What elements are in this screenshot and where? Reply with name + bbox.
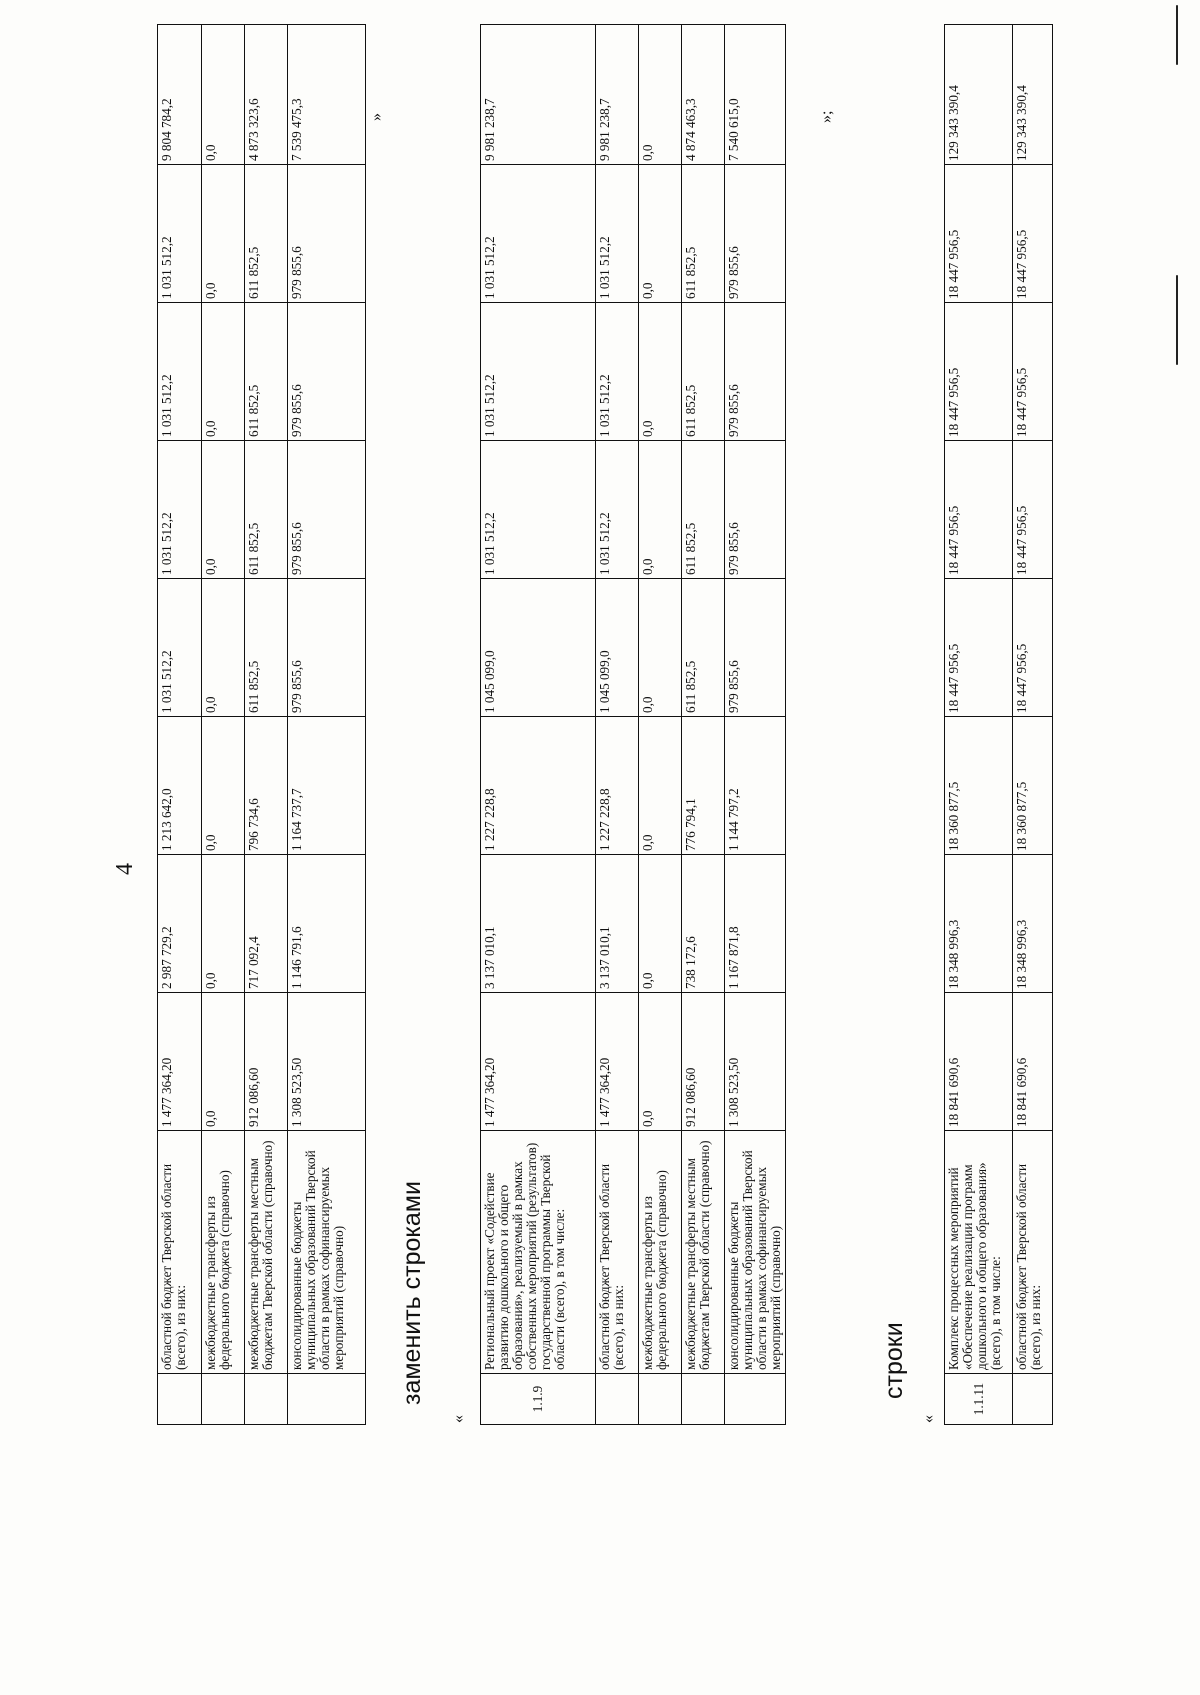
value-cell: 912 086,60 bbox=[682, 993, 725, 1131]
value-cell: 0,0 bbox=[202, 855, 245, 993]
value-cell: 1 227 228,8 bbox=[596, 717, 639, 855]
row-name: консолидированные бюджеты муниципальных образований Тверской области в рамках софинансируемых мероприятий (справочно) bbox=[288, 1131, 366, 1374]
instruction-replace-heading: заменить строками bbox=[398, 1181, 426, 1405]
value-cell: 18 447 956,5 bbox=[945, 165, 1013, 303]
value-cell: 1 031 512,2 bbox=[481, 303, 596, 441]
value-cell: 7 539 475,3 bbox=[288, 25, 366, 165]
value-cell: 0,0 bbox=[202, 25, 245, 165]
value-cell: 912 086,60 bbox=[245, 993, 288, 1131]
value-cell: 18 447 956,5 bbox=[1013, 579, 1053, 717]
row-code bbox=[596, 1374, 639, 1425]
value-cell: 1 213 642,0 bbox=[158, 717, 202, 855]
table-row bbox=[288, 25, 366, 1425]
page-number: 4 bbox=[112, 863, 138, 875]
value-cell: 9 804 784,2 bbox=[158, 25, 202, 165]
instruction-rows-heading: строки bbox=[880, 1322, 908, 1399]
row-name: областной бюджет Тверской области (всего), из них: bbox=[1013, 1131, 1053, 1374]
value-cell: 18 348 996,3 bbox=[1013, 855, 1053, 993]
table-row bbox=[202, 25, 245, 1425]
value-cell: 1 031 512,2 bbox=[596, 303, 639, 441]
value-cell: 1 477 364,20 bbox=[481, 993, 596, 1131]
value-cell: 18 360 877,5 bbox=[1013, 717, 1053, 855]
table-body bbox=[158, 25, 366, 1425]
value-cell: 979 855,6 bbox=[725, 441, 786, 579]
value-cell: 0,0 bbox=[202, 441, 245, 579]
value-cell: 611 852,5 bbox=[245, 165, 288, 303]
value-cell: 1 164 737,7 bbox=[288, 717, 366, 855]
value-cell: 1 477 364,20 bbox=[596, 993, 639, 1131]
value-cell: 611 852,5 bbox=[245, 303, 288, 441]
row-code bbox=[158, 1374, 202, 1425]
row-code bbox=[725, 1374, 786, 1425]
value-cell: 4 874 463,3 bbox=[682, 25, 725, 165]
row-code bbox=[245, 1374, 288, 1425]
value-cell: 129 343 390,4 bbox=[1013, 25, 1053, 165]
value-cell: 1 031 512,2 bbox=[158, 303, 202, 441]
value-cell: 0,0 bbox=[639, 441, 682, 579]
value-cell: 1 308 523,50 bbox=[725, 993, 786, 1131]
closing-quote: » bbox=[368, 113, 385, 121]
value-cell: 0,0 bbox=[202, 579, 245, 717]
row-name: областной бюджет Тверской области (всего), из них: bbox=[158, 1131, 202, 1374]
value-cell: 18 841 690,6 bbox=[945, 993, 1013, 1131]
value-cell: 611 852,5 bbox=[682, 303, 725, 441]
value-cell: 1 031 512,2 bbox=[158, 441, 202, 579]
value-cell: 0,0 bbox=[639, 303, 682, 441]
table-row bbox=[596, 25, 639, 1425]
scan-mark bbox=[1176, 5, 1178, 65]
value-cell: 1 167 871,8 bbox=[725, 855, 786, 993]
scan-mark bbox=[1176, 275, 1178, 365]
row-name: межбюджетные трансферты из федерального бюджета (справочно) bbox=[639, 1131, 682, 1374]
value-cell: 0,0 bbox=[639, 579, 682, 717]
row-code bbox=[682, 1374, 725, 1425]
value-cell: 611 852,5 bbox=[682, 579, 725, 717]
value-cell: 129 343 390,4 bbox=[945, 25, 1013, 165]
table-row bbox=[245, 25, 288, 1425]
value-cell: 18 447 956,5 bbox=[945, 579, 1013, 717]
value-cell: 0,0 bbox=[202, 717, 245, 855]
opening-quote: « bbox=[450, 1415, 467, 1423]
value-cell: 796 734,6 bbox=[245, 717, 288, 855]
budget-table-replacement bbox=[480, 24, 786, 1425]
value-cell: 1 146 791,6 bbox=[288, 855, 366, 993]
value-cell: 611 852,5 bbox=[245, 441, 288, 579]
value-cell: 1 031 512,2 bbox=[596, 165, 639, 303]
value-cell: 0,0 bbox=[639, 165, 682, 303]
value-cell: 1 031 512,2 bbox=[596, 441, 639, 579]
value-cell: 979 855,6 bbox=[725, 165, 786, 303]
value-cell: 18 447 956,5 bbox=[945, 441, 1013, 579]
budget-table-continued bbox=[157, 24, 366, 1425]
value-cell: 1 031 512,2 bbox=[481, 441, 596, 579]
row-code bbox=[639, 1374, 682, 1425]
value-cell: 9 981 238,7 bbox=[596, 25, 639, 165]
row-name: Комплекс процессных мероприятий «Обеспечение реализации программ дошкольного и общего образования» (всего), в том числе: bbox=[945, 1131, 1013, 1374]
row-name: межбюджетные трансферты местным бюджетам Тверской области (справочно) bbox=[245, 1131, 288, 1374]
value-cell: 776 794,1 bbox=[682, 717, 725, 855]
row-name: областной бюджет Тверской области (всего), из них: bbox=[596, 1131, 639, 1374]
table-row bbox=[725, 25, 786, 1425]
value-cell: 4 873 323,6 bbox=[245, 25, 288, 165]
table-row bbox=[682, 25, 725, 1425]
value-cell: 1 031 512,2 bbox=[481, 165, 596, 303]
row-code bbox=[202, 1374, 245, 1425]
row-code bbox=[288, 1374, 366, 1425]
value-cell: 1 144 797,2 bbox=[725, 717, 786, 855]
value-cell: 0,0 bbox=[202, 303, 245, 441]
value-cell: 1 031 512,2 bbox=[158, 165, 202, 303]
value-cell: 1 045 099,0 bbox=[481, 579, 596, 717]
table-row bbox=[639, 25, 682, 1425]
row-name: межбюджетные трансферты из федерального бюджета (справочно) bbox=[202, 1131, 245, 1374]
value-cell: 18 841 690,6 bbox=[1013, 993, 1053, 1131]
value-cell: 0,0 bbox=[639, 993, 682, 1131]
value-cell: 0,0 bbox=[202, 165, 245, 303]
value-cell: 0,0 bbox=[202, 993, 245, 1131]
table-row bbox=[481, 25, 596, 1425]
table-row bbox=[1013, 25, 1053, 1425]
row-name: консолидированные бюджеты муниципальных образований Тверской области в рамках софинансируемых мероприятий (справочно) bbox=[725, 1131, 786, 1374]
value-cell: 979 855,6 bbox=[725, 579, 786, 717]
table-row bbox=[945, 25, 1013, 1425]
budget-table-target-rows bbox=[944, 24, 1053, 1425]
value-cell: 0,0 bbox=[639, 855, 682, 993]
value-cell: 611 852,5 bbox=[682, 441, 725, 579]
closing-quote: »; bbox=[818, 110, 835, 123]
row-name: Региональный проект «Содействие развитию дошкольного и общего образования», реализуемый в рамках собственных мероприятий (результатов) государственной программы Тверской области (всего), в том числе: bbox=[481, 1131, 596, 1374]
value-cell: 0,0 bbox=[639, 25, 682, 165]
value-cell: 18 360 877,5 bbox=[945, 717, 1013, 855]
value-cell: 611 852,5 bbox=[682, 165, 725, 303]
value-cell: 3 137 010,1 bbox=[481, 855, 596, 993]
row-code: 1.1.11 bbox=[945, 1374, 1013, 1425]
value-cell: 9 981 238,7 bbox=[481, 25, 596, 165]
value-cell: 738 172,6 bbox=[682, 855, 725, 993]
value-cell: 1 477 364,20 bbox=[158, 993, 202, 1131]
value-cell: 18 447 956,5 bbox=[1013, 303, 1053, 441]
value-cell: 979 855,6 bbox=[288, 165, 366, 303]
value-cell: 2 987 729,2 bbox=[158, 855, 202, 993]
row-code bbox=[1013, 1374, 1053, 1425]
row-code: 1.1.9 bbox=[481, 1374, 596, 1425]
table-row bbox=[158, 25, 202, 1425]
value-cell: 979 855,6 bbox=[288, 441, 366, 579]
value-cell: 1 031 512,2 bbox=[158, 579, 202, 717]
value-cell: 18 348 996,3 bbox=[945, 855, 1013, 993]
table-body bbox=[481, 25, 786, 1425]
value-cell: 18 447 956,5 bbox=[1013, 165, 1053, 303]
table-body bbox=[945, 25, 1053, 1425]
value-cell: 0,0 bbox=[639, 717, 682, 855]
value-cell: 717 092,4 bbox=[245, 855, 288, 993]
value-cell: 18 447 956,5 bbox=[945, 303, 1013, 441]
value-cell: 979 855,6 bbox=[725, 303, 786, 441]
value-cell: 1 045 099,0 bbox=[596, 579, 639, 717]
value-cell: 18 447 956,5 bbox=[1013, 441, 1053, 579]
value-cell: 3 137 010,1 bbox=[596, 855, 639, 993]
value-cell: 611 852,5 bbox=[245, 579, 288, 717]
value-cell: 979 855,6 bbox=[288, 579, 366, 717]
value-cell: 979 855,6 bbox=[288, 303, 366, 441]
value-cell: 1 227 228,8 bbox=[481, 717, 596, 855]
value-cell: 1 308 523,50 bbox=[288, 993, 366, 1131]
opening-quote: « bbox=[920, 1415, 937, 1423]
value-cell: 7 540 615,0 bbox=[725, 25, 786, 165]
row-name: межбюджетные трансферты местным бюджетам Тверской области (справочно) bbox=[682, 1131, 725, 1374]
